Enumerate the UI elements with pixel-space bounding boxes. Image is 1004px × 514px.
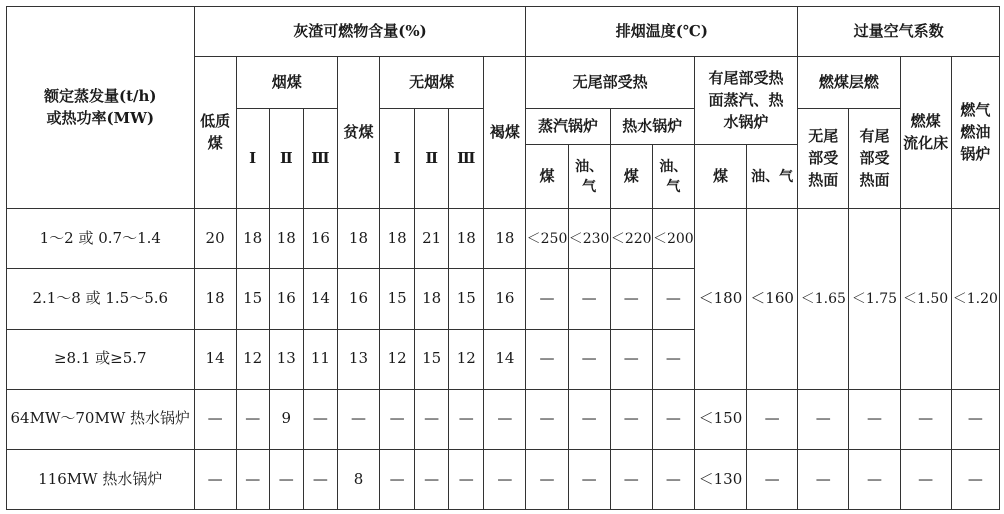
row-label: 2.1～8 或 1.5～5.6	[7, 269, 195, 329]
cell-anthracite-2: —	[415, 449, 449, 509]
cell-steam-oilgas: —	[568, 389, 610, 449]
boiler-standards-table	[6, 6, 1000, 510]
cell-bituminous-3: —	[303, 449, 337, 509]
header-capacity: 额定蒸发量(t/h) 或热功率(MW)	[7, 7, 195, 209]
header-tail-coal: 煤	[694, 145, 746, 209]
cell-hotwater-oilgas: —	[652, 269, 694, 329]
header-anthracite-3: Ⅲ	[449, 109, 484, 209]
cell-bituminous-1: 18	[236, 209, 269, 269]
header-flue-temperature: 排烟温度(℃)	[526, 7, 798, 57]
cell-steam-oilgas: —	[568, 449, 610, 509]
cell-anthracite-3: 12	[449, 329, 484, 389]
cell-bituminous-3: 11	[303, 329, 337, 389]
cell-hotwater-oilgas: —	[652, 389, 694, 449]
cell-bituminous-1: 12	[236, 329, 269, 389]
cell-gas-oil-merged: ＜1.20	[951, 209, 999, 389]
cell-anthracite-1: 12	[380, 329, 415, 389]
cell-lignite: 18	[484, 209, 526, 269]
cell-steam-coal: —	[526, 269, 568, 329]
header-grate-with-tail: 有尾 部受 热面	[849, 109, 900, 209]
cell-anthracite-1: 15	[380, 269, 415, 329]
header-tail-oilgas: 油、气	[747, 145, 798, 209]
header-steam-oilgas: 油、气	[568, 145, 610, 209]
header-excess-air: 过量空气系数	[798, 7, 1000, 57]
table-row	[7, 209, 1000, 269]
cell-bituminous-3: 14	[303, 269, 337, 329]
cell-lean-coal: 18	[337, 209, 379, 269]
cell-low-coal: 18	[194, 269, 236, 329]
cell-steam-oilgas: —	[568, 329, 610, 389]
cell-lean-coal: 8	[337, 449, 379, 509]
cell-bituminous-3: 16	[303, 209, 337, 269]
header-bituminous-3: Ⅲ	[303, 109, 337, 209]
cell-lignite: —	[484, 389, 526, 449]
header-grate-firing: 燃煤层燃	[798, 57, 900, 109]
cell-bituminous-2: —	[269, 449, 303, 509]
cell-bituminous-2: 9	[269, 389, 303, 449]
cell-hotwater-coal: —	[610, 449, 652, 509]
cell-anthracite-1: 18	[380, 209, 415, 269]
table-row	[7, 449, 1000, 509]
cell-lean-coal: 13	[337, 329, 379, 389]
cell-lignite: 14	[484, 329, 526, 389]
row-label: 116MW 热水锅炉	[7, 449, 195, 509]
cell-hotwater-coal: —	[610, 329, 652, 389]
cell-lignite: —	[484, 449, 526, 509]
cell-grate-with-tail: —	[849, 389, 900, 449]
header-grate-no-tail: 无尾 部受 热面	[798, 109, 849, 209]
header-anthracite: 无烟煤	[380, 57, 484, 109]
cell-steam-oilgas: —	[568, 269, 610, 329]
cell-hotwater-coal: ＜220	[610, 209, 652, 269]
cell-low-coal: —	[194, 389, 236, 449]
cell-grate-no-tail: —	[798, 389, 849, 449]
cell-anthracite-3: —	[449, 389, 484, 449]
header-fluidized-bed: 燃煤 流化床	[900, 57, 951, 209]
cell-anthracite-3: 18	[449, 209, 484, 269]
cell-steam-coal: ＜250	[526, 209, 568, 269]
cell-gas-oil: —	[951, 389, 999, 449]
header-steam-coal: 煤	[526, 145, 568, 209]
cell-grate-with-tail: —	[849, 449, 900, 509]
cell-bituminous-3: —	[303, 389, 337, 449]
cell-hotwater-coal: —	[610, 389, 652, 449]
header-hot-water-boiler: 热水锅炉	[610, 109, 694, 145]
cell-bituminous-1: 15	[236, 269, 269, 329]
cell-anthracite-2: 15	[415, 329, 449, 389]
cell-bituminous-1: —	[236, 389, 269, 449]
header-gas-oil-boiler: 燃气 燃油 锅炉	[951, 57, 999, 209]
header-bituminous-1: Ⅰ	[236, 109, 269, 209]
row-label: 64MW～70MW 热水锅炉	[7, 389, 195, 449]
header-low-quality-coal: 低质 煤	[194, 57, 236, 209]
cell-steam-coal: —	[526, 389, 568, 449]
header-hotwater-coal: 煤	[610, 145, 652, 209]
header-with-tail-heating: 有尾部受热 面蒸汽、热 水锅炉	[694, 57, 797, 145]
cell-low-coal: 20	[194, 209, 236, 269]
cell-grate-no-tail-merged: ＜1.65	[798, 209, 849, 389]
header-bituminous-2: Ⅱ	[269, 109, 303, 209]
cell-low-coal: 14	[194, 329, 236, 389]
cell-tail-coal: ＜150	[694, 389, 746, 449]
header-anthracite-1: Ⅰ	[380, 109, 415, 209]
cell-hotwater-oilgas: —	[652, 329, 694, 389]
cell-steam-coal: —	[526, 329, 568, 389]
cell-steam-coal: —	[526, 449, 568, 509]
cell-bituminous-2: 13	[269, 329, 303, 389]
cell-anthracite-3: —	[449, 449, 484, 509]
header-steam-boiler: 蒸汽锅炉	[526, 109, 610, 145]
cell-hotwater-coal: —	[610, 269, 652, 329]
cell-bituminous-1: —	[236, 449, 269, 509]
header-ash-combustible: 灰渣可燃物含量(%)	[194, 7, 526, 57]
cell-fluid-bed: —	[900, 449, 951, 509]
header-bituminous: 烟煤	[236, 57, 337, 109]
cell-fluid-bed-merged: ＜1.50	[900, 209, 951, 389]
cell-tail-oilgas: —	[747, 389, 798, 449]
cell-anthracite-2: 21	[415, 209, 449, 269]
cell-hotwater-oilgas: —	[652, 449, 694, 509]
cell-low-coal: —	[194, 449, 236, 509]
cell-tail-oilgas: —	[747, 449, 798, 509]
header-lignite: 褐煤	[484, 57, 526, 209]
header-anthracite-2: Ⅱ	[415, 109, 449, 209]
row-label: ≥8.1 或≥5.7	[7, 329, 195, 389]
cell-lignite: 16	[484, 269, 526, 329]
cell-grate-no-tail: —	[798, 449, 849, 509]
cell-hotwater-oilgas: ＜200	[652, 209, 694, 269]
cell-lean-coal: —	[337, 389, 379, 449]
cell-anthracite-2: —	[415, 389, 449, 449]
cell-bituminous-2: 16	[269, 269, 303, 329]
row-label: 1～2 或 0.7～1.4	[7, 209, 195, 269]
cell-grate-with-tail-merged: ＜1.75	[849, 209, 900, 389]
header-lean-coal: 贫煤	[337, 57, 379, 209]
cell-fluid-bed: —	[900, 389, 951, 449]
cell-lean-coal: 16	[337, 269, 379, 329]
cell-tail-oilgas-merged: ＜160	[747, 209, 798, 389]
table-row	[7, 389, 1000, 449]
cell-tail-coal-merged: ＜180	[694, 209, 746, 389]
cell-anthracite-1: —	[380, 389, 415, 449]
cell-anthracite-3: 15	[449, 269, 484, 329]
cell-bituminous-2: 18	[269, 209, 303, 269]
cell-steam-oilgas: ＜230	[568, 209, 610, 269]
cell-anthracite-2: 18	[415, 269, 449, 329]
cell-gas-oil: —	[951, 449, 999, 509]
header-hotwater-oilgas: 油、气	[652, 145, 694, 209]
cell-anthracite-1: —	[380, 449, 415, 509]
cell-tail-coal: ＜130	[694, 449, 746, 509]
header-no-tail-heating: 无尾部受热	[526, 57, 694, 109]
